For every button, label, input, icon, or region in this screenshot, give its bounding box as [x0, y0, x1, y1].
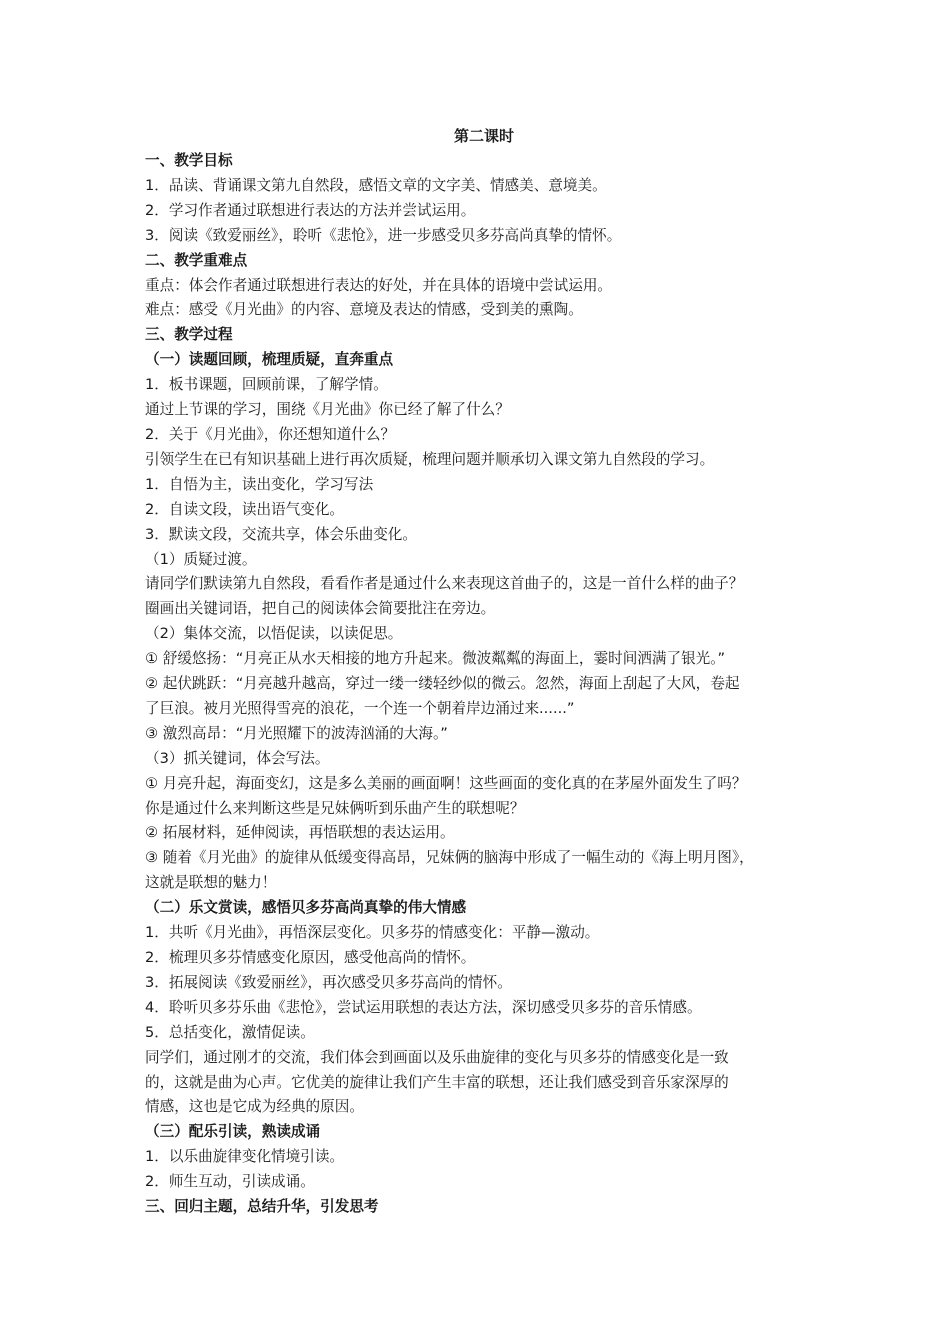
body-line: （1）质疑过渡。	[145, 550, 257, 568]
body-line: ② 拓展材料，延伸阅读，再悟联想的表达运用。	[145, 824, 455, 842]
body-line: 1．自悟为主，读出变化，学习写法	[145, 475, 374, 493]
section-heading: （三）配乐引读，熟读成诵	[145, 1123, 321, 1141]
body-line: 3．默读文段，交流共享，体会乐曲变化。	[145, 525, 417, 543]
body-line: ① 月亮升起，海面变幻，这是多么美丽的画面啊！这些画面的变化真的在茅屋外面发生了吗？	[145, 774, 747, 792]
section-heading: 一、教学目标	[145, 152, 233, 169]
body-line: 5．总括变化，激情促读。	[145, 1023, 315, 1041]
body-line: 了巨浪。被月光照得雪亮的浪花，一个连一个朝着岸边涌过来......”	[145, 699, 575, 717]
body-line: 1．共听《月光曲》，再悟深层变化。贝多芬的情感变化：平静—激动。	[145, 924, 600, 942]
body-line: ③ 激烈高昂：“月光照耀下的波涛汹涌的大海。”	[145, 724, 448, 742]
body-line: 请同学们默读第九自然段，看看作者是通过什么来表现这首曲子的，这是一首什么样的曲子？	[145, 575, 744, 593]
body-line: 2．学习作者通过联想进行表达的方法并尝试运用。	[145, 201, 476, 219]
body-line: 3．拓展阅读《致爱丽丝》，再次感受贝多芬高尚的情怀。	[145, 973, 512, 991]
document-page	[145, 124, 817, 1220]
body-line: 4．聆听贝多芬乐曲《悲怆》，尝试运用联想的表达方法，深切感受贝多芬的音乐情感。	[145, 998, 702, 1016]
body-line: 2．梳理贝多芬情感变化原因，感受他高尚的情怀。	[145, 949, 476, 966]
body-line: 3．阅读《致爱丽丝》，聆听《悲怆》，进一步感受贝多芬高尚真挚的情怀。	[145, 226, 622, 244]
body-line: 难点：感受《月光曲》的内容、意境及表达的情感，受到美的熏陶。	[145, 301, 583, 319]
section-heading: 三、回归主题，总结升华，引发思考	[145, 1198, 379, 1216]
section-heading: （二）乐文赏读，感悟贝多芬高尚真挚的伟大情感	[145, 899, 467, 917]
body-line: 圈画出关键词语，把自己的阅读体会简要批注在旁边。	[145, 600, 496, 618]
section-heading: （一）读题回顾，梳理质疑，直奔重点	[145, 351, 394, 369]
body-line: 1．品读、背诵课文第九自然段，感悟文章的文字美、情感美、意境美。	[145, 176, 607, 194]
body-line: 你是通过什么来判断这些是兄妹俩听到乐曲产生的联想呢？	[145, 799, 525, 817]
body-line: 1．以乐曲旋律变化情境引读。	[145, 1148, 345, 1166]
document-body	[145, 149, 817, 1220]
body-line: 的，这就是曲为心声。它优美的旋律让我们产生丰富的联想，还让我们感受到音乐家深厚的	[145, 1073, 729, 1091]
body-line: 2．自读文段，读出语气变化。	[145, 500, 345, 518]
body-line: 引领学生在已有知识基础上进行再次质疑，梳理问题并顺承切入课文第九自然段的学习。	[145, 450, 715, 468]
body-line: （3）抓关键词，体会写法。	[145, 749, 330, 767]
body-line: 2．师生互动，引读成诵。	[145, 1173, 315, 1191]
body-line: 同学们，通过刚才的交流，我们体会到画面以及乐曲旋律的变化与贝多芬的情感变化是一致	[145, 1048, 729, 1066]
section-heading: 三、教学过程	[145, 326, 233, 344]
body-line: 这就是联想的魅力！	[145, 874, 277, 892]
body-line: ③ 随着《月光曲》的旋律从低缓变得高昂，兄妹俩的脑海中形成了一幅生动的《海上明月图》，	[145, 849, 754, 867]
body-line: ② 起伏跳跃：“月亮越升越高，穿过一缕一缕轻纱似的微云。忽然，海面上刮起了大风，卷起	[145, 675, 740, 693]
body-line: 通过上节课的学习，围绕《月光曲》你已经了解了什么？	[145, 401, 510, 419]
body-line: 2．关于《月光曲》，你还想知道什么？	[145, 425, 396, 443]
document-title: 第二课时	[453, 127, 514, 145]
section-heading: 二、教学重难点	[145, 251, 248, 269]
body-line: ① 舒缓悠扬：“月亮正从水天相接的地方升起来。微波粼粼的海面上，霎时间洒满了银光。”	[145, 650, 726, 668]
body-line: 重点：体会作者通过联想进行表达的好处，并在具体的语境中尝试运用。	[145, 276, 613, 294]
body-line: 1．板书课题，回顾前课，了解学情。	[145, 376, 388, 394]
body-line: 情感，这也是它成为经典的原因。	[145, 1098, 364, 1116]
body-line: （2）集体交流，以悟促读，以读促思。	[145, 625, 403, 643]
